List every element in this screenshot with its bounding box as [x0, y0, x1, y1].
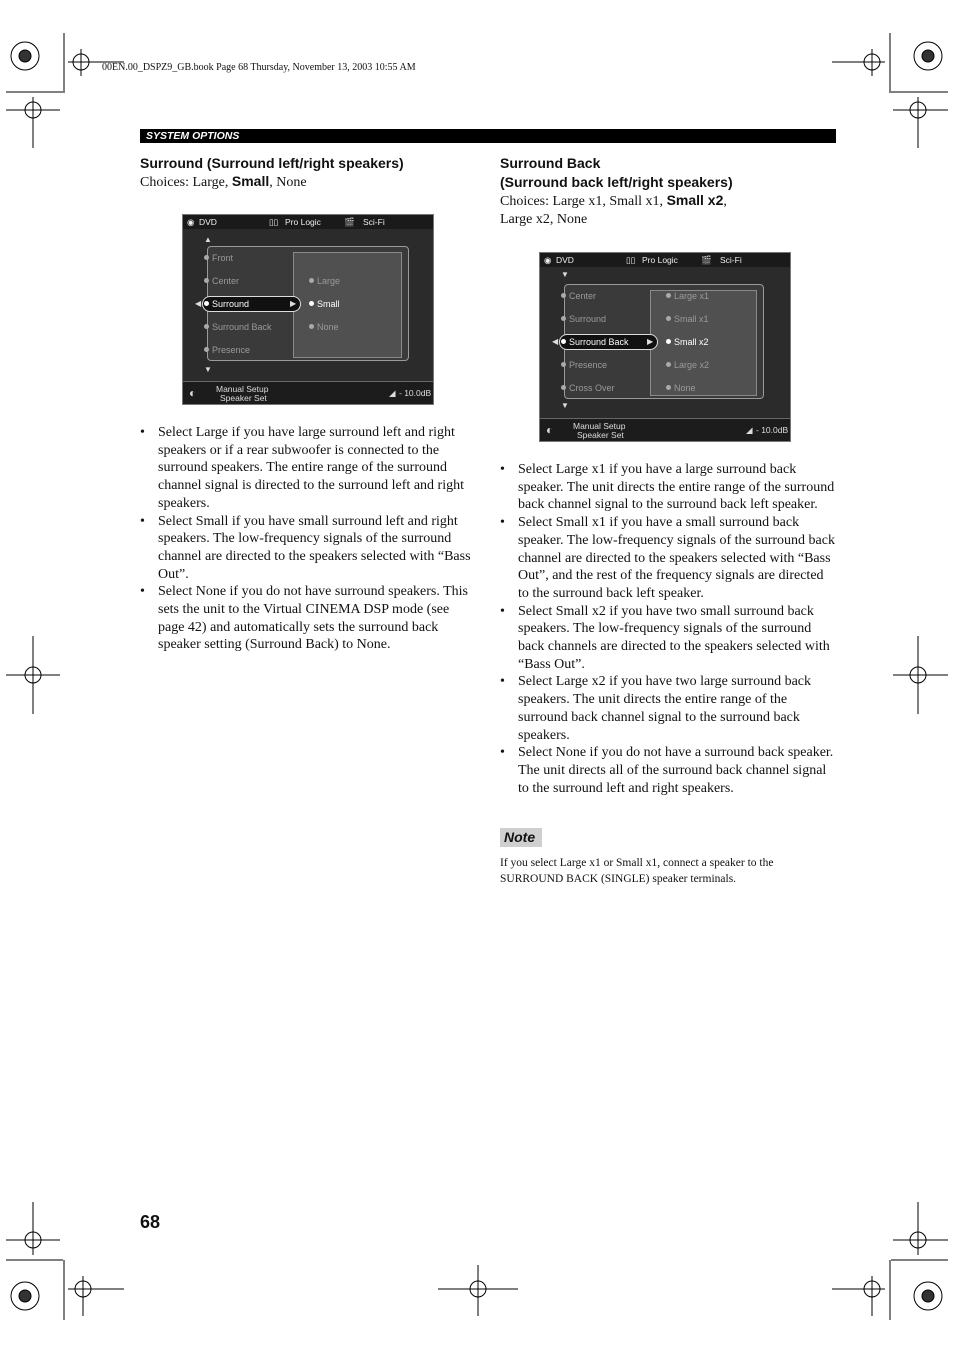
dolby-icon: ▯▯: [626, 255, 636, 265]
osd-menu-item: Center: [561, 291, 596, 301]
section-bar: [140, 129, 836, 143]
speaker-icon: ◐: [546, 423, 554, 437]
osd-menu-item: Front: [204, 253, 233, 263]
scroll-up-icon: ▲: [204, 235, 212, 244]
right-choices: Choices: Large x1, Small x1, Small x2,: [500, 192, 727, 209]
osd-option: Small x1: [666, 314, 709, 324]
clapper-icon: 🎬: [701, 255, 712, 265]
scroll-down-icon: ▼: [561, 401, 569, 410]
left-choices: Choices: Large, Small, None: [140, 173, 307, 190]
osd-menu-item: Center: [204, 276, 239, 286]
right-choices-line2: Large x2, None: [500, 211, 588, 227]
right-heading-line1: Surround Back: [500, 155, 601, 171]
osd-option-selected: Small x2: [666, 337, 709, 347]
right-bullets: [500, 461, 836, 797]
list-item: • Select Small x2 if you have two small surround back speakers. The low-frequency signals of the surround back channels are directed to the speakers selected with “Bass Out”.: [500, 603, 830, 672]
right-column: [500, 154, 836, 228]
scroll-down-icon: ▼: [204, 365, 212, 374]
osd-option: None: [309, 322, 339, 332]
book-info: 00EN.00_DSPZ9_GB.book Page 68 Thursday, November 13, 2003 10:55 AM: [102, 62, 416, 73]
osd-menu-item: Presence: [204, 345, 250, 355]
osd-option: None: [666, 383, 696, 393]
list-item: • Select None if you do not have surround speakers. This sets the unit to the Virtual CINEMA DSP mode (see page 42) and automatically sets the surround back speaker setting (Surround Back) to None.: [140, 584, 469, 653]
osd-option: Large x2: [666, 360, 709, 370]
left-bullets: [140, 424, 476, 654]
osd-status-bar: ◉ DVD ▯▯ Pro Logic 🎬 Sci-Fi: [540, 253, 790, 267]
dolby-icon: ▯▯: [269, 217, 279, 227]
list-item: • Select Large if you have large surround left and right speakers or if a rear subwoofer is connected to the surround speakers. The entire range of the surround channel signal is directed to the surround left and right speakers.: [140, 425, 464, 511]
list-item: • Select Small x1 if you have a small surround back speaker. The low-frequency signals of the surround back channel are directed to the speakers selected with “Bass Out”, and the rest of the frequency signals are directed to the surround back left speaker.: [500, 515, 835, 601]
list-item: • Select Large x2 if you have two large surround back speakers. The unit directs the entire range of the surround back channel signal to the surround back speakers.: [500, 674, 812, 743]
arrow-left-icon: ◀: [195, 299, 202, 308]
arrow-right-icon: ▶: [647, 337, 654, 346]
scroll-up-icon: ▼: [561, 270, 569, 279]
osd-menu-item-selected: Surround Back: [561, 337, 629, 347]
osd-menu-item-selected: Surround: [204, 299, 249, 309]
arrow-left-icon: ◀: [552, 337, 559, 346]
osd-menu-item: Surround Back: [204, 322, 272, 332]
left-heading: Surround (Surround left/right speakers): [140, 155, 404, 171]
note-label: Note: [500, 828, 542, 847]
osd-screen-surround: [182, 214, 434, 405]
osd-option: Large: [309, 276, 340, 286]
volume-icon: ◢: [746, 425, 753, 435]
osd-option: Large x1: [666, 291, 709, 301]
clapper-icon: 🎬: [344, 217, 355, 227]
right-heading-line2: (Surround back left/right speakers): [500, 174, 733, 190]
arrow-right-icon: ▶: [290, 299, 297, 308]
disc-icon: ◉: [544, 255, 552, 265]
speaker-icon: ◐: [189, 386, 197, 400]
list-item: • Select None if you do not have a surround back speaker. The unit directs all of the surround back channel signal to the surround left and right speakers.: [500, 745, 834, 796]
disc-icon: ◉: [187, 217, 195, 227]
osd-footer: ◐ Manual Setup Speaker Set ◢ - 10.0dB: [540, 418, 790, 441]
osd-menu-item: Cross Over: [561, 383, 615, 393]
osd-status-bar: ◉ DVD ▯▯ Pro Logic 🎬 Sci-Fi: [183, 215, 433, 229]
osd-menu-item: Presence: [561, 360, 607, 370]
page-number: 68: [140, 1212, 161, 1232]
section-title: SYSTEM OPTIONS: [146, 130, 240, 142]
list-item: • Select Small if you have small surround left and right speakers. The low-frequency signals of the surround channel are directed to the speakers selected with “Bass Out”.: [140, 513, 471, 582]
note-text: If you select Large x1 or Small x1, connect a speaker to the SURROUND BACK (SINGLE) speaker terminals.: [500, 857, 774, 885]
osd-option-selected: Small: [309, 299, 340, 309]
volume-icon: ◢: [389, 388, 396, 398]
osd-footer: ◐ Manual Setup Speaker Set ◢ - 10.0dB: [183, 381, 433, 404]
list-item: • Select Large x1 if you have a large surround back speaker. The unit directs the entire range of the surround back channel signal to the surround back left speaker.: [500, 462, 835, 513]
left-column: [140, 154, 476, 192]
osd-screen-surround-back: [539, 252, 791, 442]
osd-menu-item: Surround: [561, 314, 606, 324]
